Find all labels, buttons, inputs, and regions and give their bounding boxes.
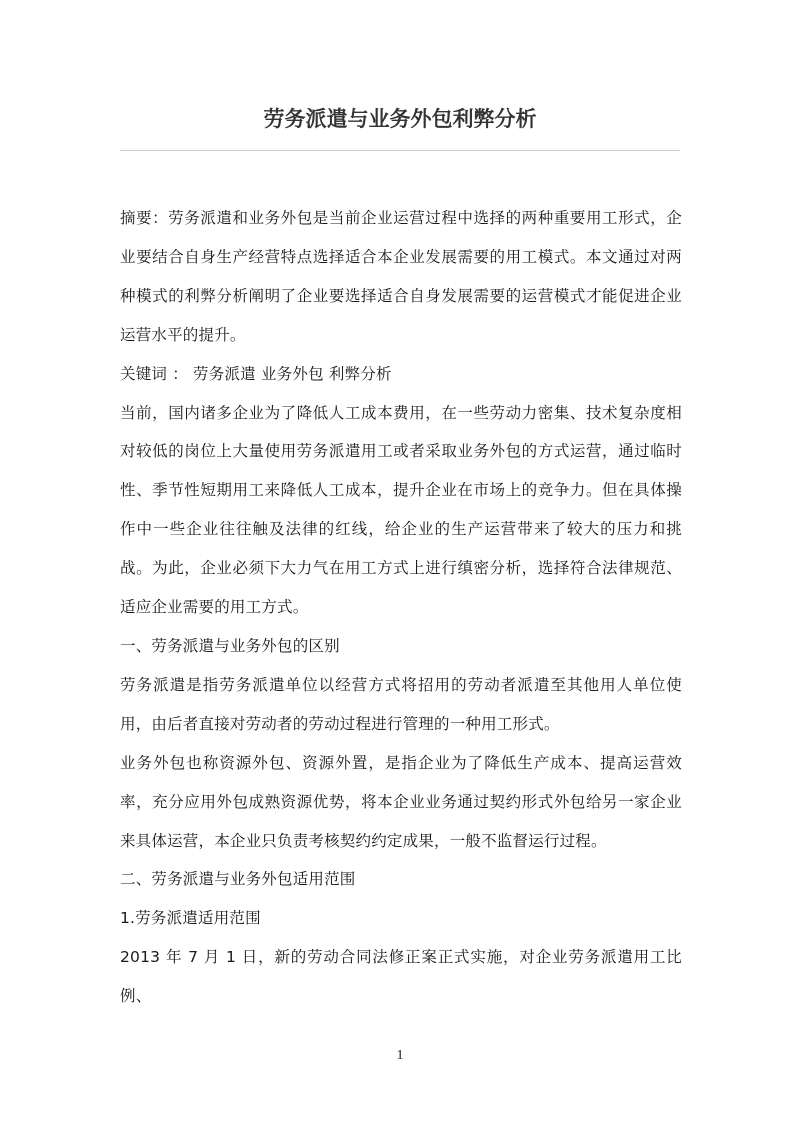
- keywords-paragraph: 关键词 ： 劳务派遣 业务外包 利弊分析: [120, 364, 392, 383]
- section-heading: 二、劳务派遣与业务外包适用范围: [120, 870, 356, 889]
- abstract-paragraph: 摘要：劳务派遣和业务外包是当前企业运营过程中选择的两种重要用工形式，企业要结合自身生产经营特点选择适合本企业发展需要的用工模式。本文通过对两种模式的利弊分析阐明了企业要选择适合自身发展需要的运营模式才能促进企业运营水平的提升。: [120, 209, 682, 344]
- document-body: [120, 199, 682, 1016]
- title-divider: [120, 150, 680, 151]
- section-heading: 一、劳务派遣与业务外包的区别: [120, 636, 340, 655]
- body-paragraph: 业务外包也称资源外包、资源外置，是指企业为了降低生产成本、提高运营效率，充分应用外包成熟资源优势，将本企业业务通过契约形式外包给另一家企业来具体运营，本企业只负责考核契约约定成果，一般不监督运行过程。: [120, 753, 682, 850]
- body-paragraph: 劳务派遣是指劳务派遣单位以经营方式将招用的劳动者派遣至其他用人单位使用，由后者直接对劳动者的劳动过程进行管理的一种用工形式。: [120, 675, 682, 733]
- subsection-heading: 1.劳务派遣适用范围: [120, 909, 261, 928]
- document-title: 劳务派遣与业务外包利弊分析: [263, 107, 537, 131]
- page-number: 1: [396, 1048, 404, 1063]
- intro-paragraph: 当前，国内诸多企业为了降低人工成本费用，在一些劳动力密集、技术复杂度相对较低的岗位上大量使用劳务派遣用工或者采取业务外包的方式运营，通过临时性、季节性短期用工来降低人工成本，提升企业在市场上的竞争力。但在具体操作中一些企业往往触及法律的红线，给企业的生产运营带来了较大的压力和挑战。为此，企业必须下大力气在用工方式上进行缜密分析，选择符合法律规范、适应企业需要的用工方式。: [120, 403, 682, 617]
- body-paragraph: 2013 年 7 月 1 日，新的劳动合同法修正案正式实施，对企业劳务派遣用工比例、: [120, 948, 682, 1006]
